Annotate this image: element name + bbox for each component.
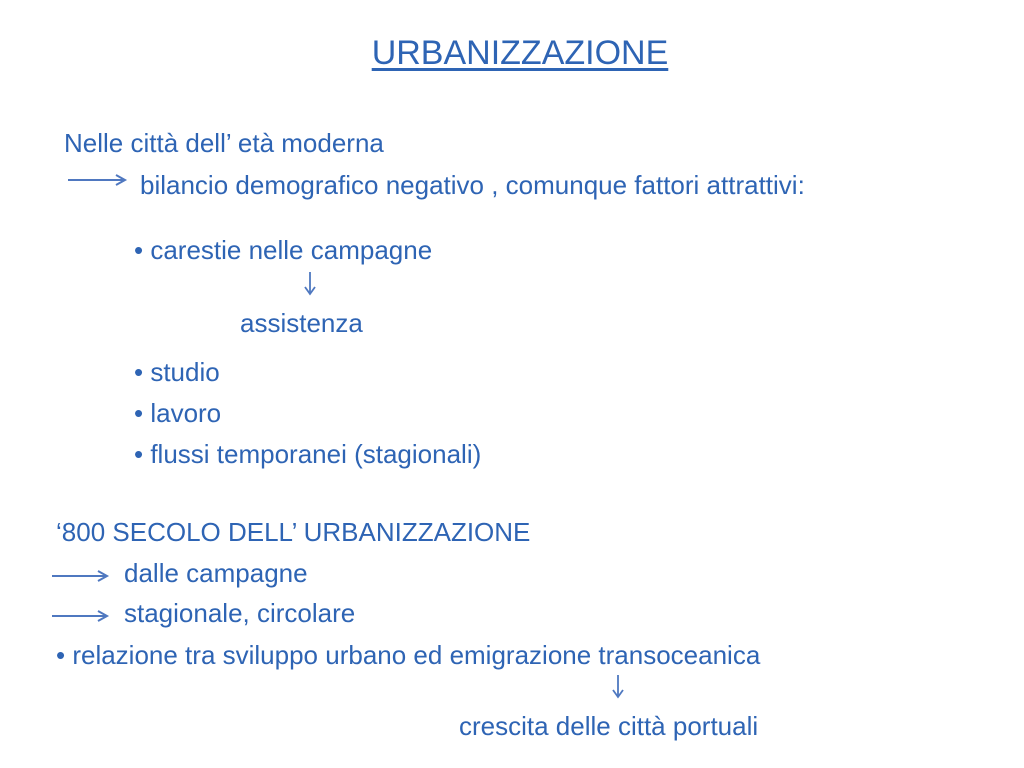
bullet-carestie: • carestie nelle campagne bbox=[134, 235, 433, 265]
item-stagionale: stagionale, circolare bbox=[124, 598, 356, 628]
result-text: bilancio demografico negativo , comunque fattori attrattivi: bbox=[140, 170, 805, 200]
bullet-studio: • studio bbox=[134, 357, 220, 387]
bullet-lavoro: • lavoro bbox=[134, 398, 222, 428]
bullet-flussi: • flussi temporanei (stagionali) bbox=[134, 439, 482, 469]
assistenza-text: assistenza bbox=[240, 308, 363, 338]
down-arrow-icon bbox=[611, 674, 625, 700]
bullet-relazione: • relazione tra sviluppo urbano ed emigrazione transoceanica bbox=[56, 640, 761, 670]
down-arrow-icon bbox=[303, 271, 317, 297]
right-arrow-icon bbox=[52, 568, 112, 584]
right-arrow-icon bbox=[52, 608, 112, 624]
crescita-text: crescita delle città portuali bbox=[459, 711, 759, 741]
right-arrow-icon bbox=[68, 172, 130, 188]
section2-heading: ‘800 SECOLO DELL’ URBANIZZAZIONE bbox=[56, 517, 531, 547]
intro-text: Nelle città dell’ età moderna bbox=[64, 128, 384, 158]
item-campagne: dalle campagne bbox=[124, 558, 308, 588]
slide-title: URBANIZZAZIONE bbox=[371, 34, 669, 72]
